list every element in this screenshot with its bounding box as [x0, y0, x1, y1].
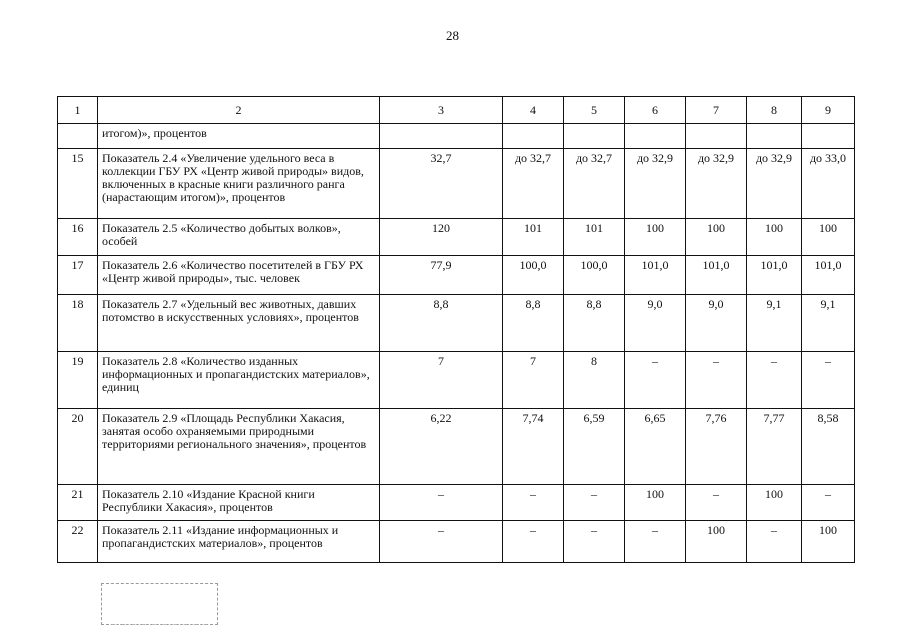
page-number: 28 [446, 28, 459, 43]
header-cell: 7 [686, 97, 747, 124]
stamp-line [102, 609, 217, 620]
value-cell: 100,0 [503, 256, 564, 295]
stamp-smudge [112, 624, 207, 627]
indicator-cell: итогом)», процентов [98, 124, 380, 149]
value-cell: 9,1 [802, 295, 855, 352]
value-cell: 6,65 [625, 409, 686, 485]
row-number-cell: 16 [58, 219, 98, 256]
value-cell: 7,77 [747, 409, 802, 485]
value-cell: до 32,9 [747, 149, 802, 219]
value-cell: до 32,7 [564, 149, 625, 219]
value-cell: 100 [625, 219, 686, 256]
value-cell: 101,0 [802, 256, 855, 295]
value-cell: 100,0 [564, 256, 625, 295]
value-cell: 101 [564, 219, 625, 256]
value-cell: 8 [564, 352, 625, 409]
value-cell: 9,1 [747, 295, 802, 352]
archive-stamp [101, 583, 218, 625]
value-cell: – [686, 352, 747, 409]
value-cell: – [564, 521, 625, 563]
indicator-cell: Показатель 2.7 «Удельный вес животных, давших потомство в искусственных условиях», процентов [98, 295, 380, 352]
row-number-cell: 21 [58, 485, 98, 521]
value-cell [747, 124, 802, 149]
value-cell [564, 124, 625, 149]
row-number-cell: 20 [58, 409, 98, 485]
value-cell: до 33,0 [802, 149, 855, 219]
value-cell: 6,22 [380, 409, 503, 485]
value-cell: – [380, 521, 503, 563]
header-cell: 9 [802, 97, 855, 124]
value-cell: 101,0 [686, 256, 747, 295]
value-cell: – [686, 485, 747, 521]
value-cell: – [802, 352, 855, 409]
value-cell: до 32,9 [686, 149, 747, 219]
table-row [58, 295, 855, 352]
value-cell: – [503, 521, 564, 563]
value-cell: 77,9 [380, 256, 503, 295]
header-cell: 3 [380, 97, 503, 124]
indicator-cell: Показатель 2.10 «Издание Красной книги Республики Хакасия», процентов [98, 485, 380, 521]
value-cell: 100 [747, 485, 802, 521]
row-number-cell: 15 [58, 149, 98, 219]
row-number-cell: 17 [58, 256, 98, 295]
indicator-cell: Показатель 2.11 «Издание информационных и пропагандистских материалов», процентов [98, 521, 380, 563]
value-cell: 100 [686, 219, 747, 256]
value-cell: – [747, 521, 802, 563]
value-cell: 6,59 [564, 409, 625, 485]
value-cell [625, 124, 686, 149]
table-row [58, 149, 855, 219]
value-cell: 120 [380, 219, 503, 256]
header-cell: 6 [625, 97, 686, 124]
value-cell [686, 124, 747, 149]
table-row-continuation [58, 124, 855, 149]
value-cell: 100 [625, 485, 686, 521]
header-cell: 2 [98, 97, 380, 124]
value-cell: 8,58 [802, 409, 855, 485]
value-cell: – [380, 485, 503, 521]
value-cell: 32,7 [380, 149, 503, 219]
table-header-row [58, 97, 855, 124]
value-cell: – [625, 352, 686, 409]
table-row [58, 352, 855, 409]
table-row [58, 219, 855, 256]
stamp-line [102, 598, 217, 609]
header-cell: 5 [564, 97, 625, 124]
value-cell: – [564, 485, 625, 521]
value-cell: 100 [686, 521, 747, 563]
value-cell: до 32,9 [625, 149, 686, 219]
value-cell: 101 [503, 219, 564, 256]
header-cell: 8 [747, 97, 802, 124]
header-cell: 1 [58, 97, 98, 124]
table-row [58, 521, 855, 563]
value-cell: – [747, 352, 802, 409]
value-cell: 100 [747, 219, 802, 256]
value-cell: 9,0 [686, 295, 747, 352]
indicator-cell: Показатель 2.5 «Количество добытых волков», особей [98, 219, 380, 256]
indicators-table [57, 96, 855, 563]
value-cell: 101,0 [747, 256, 802, 295]
row-number-cell [58, 124, 98, 149]
value-cell: 7,76 [686, 409, 747, 485]
value-cell [503, 124, 564, 149]
row-number-cell: 18 [58, 295, 98, 352]
value-cell: – [802, 485, 855, 521]
value-cell: – [625, 521, 686, 563]
value-cell: 8,8 [564, 295, 625, 352]
value-cell: 7 [380, 352, 503, 409]
indicator-cell: Показатель 2.6 «Количество посетителей в ГБУ РХ «Центр живой природы», тыс. человек [98, 256, 380, 295]
value-cell: 7,74 [503, 409, 564, 485]
table-row [58, 409, 855, 485]
value-cell: 100 [802, 219, 855, 256]
value-cell: 8,8 [380, 295, 503, 352]
indicator-cell: Показатель 2.9 «Площадь Республики Хакасия, занятая особо охраняемыми природными территориями регионального значения», процентов [98, 409, 380, 485]
value-cell [380, 124, 503, 149]
row-number-cell: 19 [58, 352, 98, 409]
indicator-cell: Показатель 2.8 «Количество изданных информационных и пропагандистских материалов», единиц [98, 352, 380, 409]
value-cell: до 32,7 [503, 149, 564, 219]
table-row [58, 256, 855, 295]
value-cell: 9,0 [625, 295, 686, 352]
value-cell: 101,0 [625, 256, 686, 295]
stamp-line [102, 587, 217, 598]
value-cell: 8,8 [503, 295, 564, 352]
table-row [58, 485, 855, 521]
value-cell: – [503, 485, 564, 521]
value-cell: 7 [503, 352, 564, 409]
header-cell: 4 [503, 97, 564, 124]
value-cell: 100 [802, 521, 855, 563]
value-cell [802, 124, 855, 149]
row-number-cell: 22 [58, 521, 98, 563]
indicator-cell: Показатель 2.4 «Увеличение удельного веса в коллекции ГБУ РХ «Центр живой природы» видов, включенных в красные книги различного ранга (нарастающим итогом)», процентов [98, 149, 380, 219]
